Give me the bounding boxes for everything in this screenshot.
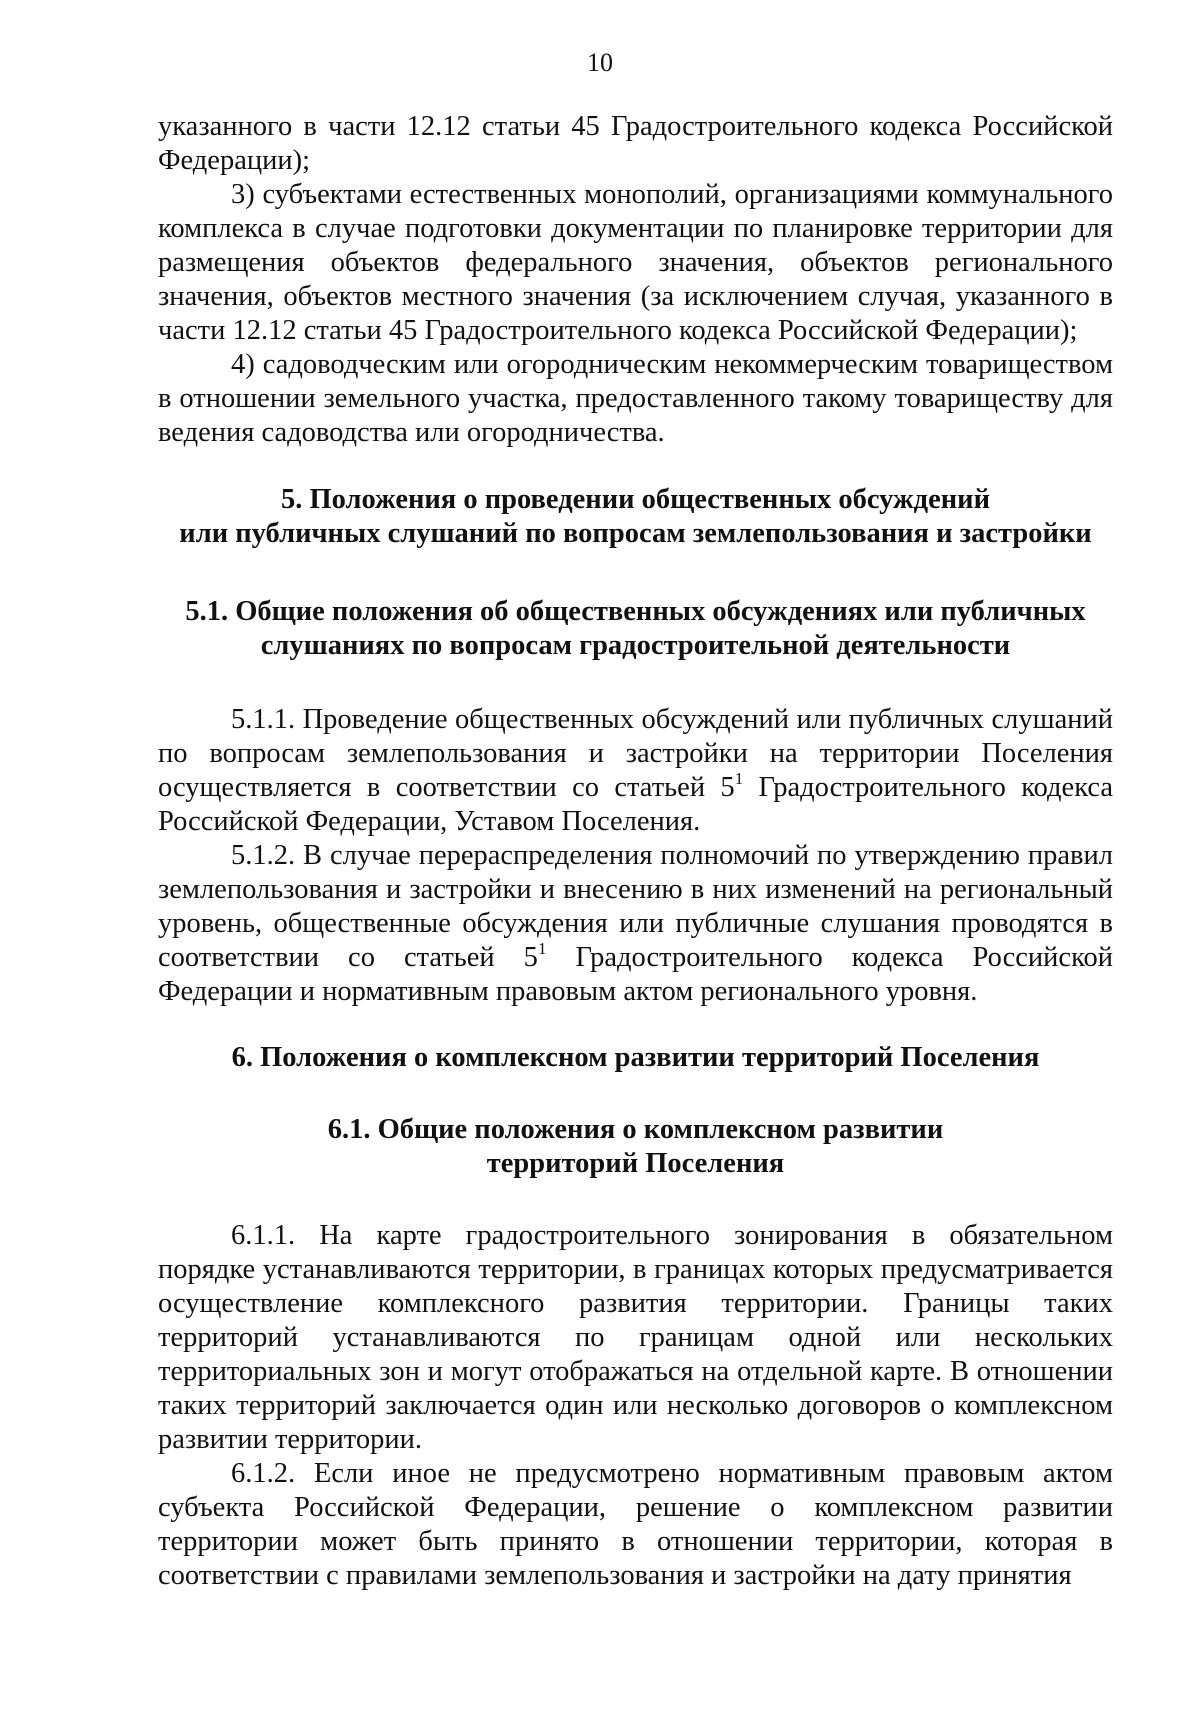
page-number: 10: [587, 48, 613, 77]
document-body: [158, 110, 1113, 1593]
paragraph-5-1-2: [158, 839, 1113, 1009]
paragraph-5-1-2-text-b: Градостроительного кодекса Российской Федерации и нормативным правовым актом регионального уровня.: [158, 942, 1113, 1007]
paragraph-5-1-1-text-a: 5.1.1. Проведение общественных обсуждений или публичных слушаний по вопросам землепользования и застройки на территории Поселения осуществляется в соответствии со статьей 5: [158, 704, 1113, 803]
section-6-heading: 6. Положения о комплексном развитии территорий Поселения: [231, 1042, 1040, 1073]
section-5-heading-line-2: или публичных слушаний по вопросам землепользования и застройки: [179, 518, 1092, 549]
subsection-6-1-heading-line-1: 6.1. Общие положения о комплексном развитии: [327, 1114, 944, 1145]
paragraph-5-1-1-text-b: Градостроительного кодекса Российской Федерации, Уставом Поселения.: [158, 772, 1113, 837]
paragraph-6-1-1: 6.1.1. На карте градостроительного зонирования в обязательном порядке устанавливаются территории, в границах которых предусматривается осуществление комплексного развития территории. Границы таких территорий устанавливаются по границам одной или нескольких территориальных зон и могут отображаться на отдельной карте. В отношении таких территорий заключается один или несколько договоров о комплексном развитии территории.: [158, 1220, 1113, 1455]
subsection-5-1-heading-line-2: слушаниях по вопросам градостроительной деятельности: [260, 630, 1011, 661]
subsection-6-1-heading-line-2: территорий Поселения: [486, 1148, 785, 1179]
paragraph-6-1-2: 6.1.2. Если иное не предусмотрено нормативным правовым актом субъекта Российской Федерации, решение о комплексном развитии территории может быть принято в отношении территории, которая в соответствии с правилами землепользования и застройки на дату принятия: [158, 1458, 1113, 1591]
paragraph-5-1-1-superscript: 1: [734, 769, 744, 788]
paragraph-5-1-2-text-a: 5.1.2. В случае перераспределения полномочий по утверждению правил землепользования и застройки и внесению в них изменений на региональный уровень, общественные обсуждения или публичные слушания проводятся в соответствии со статьей 5: [158, 840, 1113, 973]
section-5-heading: [158, 483, 1113, 551]
list-item-3: 3) субъектами естественных монополий, организациями коммунального комплекса в случае подготовки документации по планировке территории для размещения объектов федерального значения, объектов регионального значения, объектов местного значения (за исключением случая, указанного в части 12.12 статьи 45 Градостроительного кодекса Российской Федерации);: [158, 179, 1113, 346]
paragraph-5-1-2-superscript: 1: [537, 939, 547, 958]
subsection-6-1-heading: [158, 1113, 1113, 1181]
section-5-heading-line-1: 5. Положения о проведении общественных обсуждений: [280, 484, 991, 515]
subsection-5-1-heading-line-1: 5.1. Общие положения об общественных обсуждениях или публичных: [185, 596, 1086, 627]
continuation-paragraph: указанного в части 12.12 статьи 45 Градостроительного кодекса Российской Федерации);: [158, 111, 1113, 176]
paragraph-5-1-1: [158, 703, 1113, 839]
subsection-5-1-heading: [158, 595, 1113, 663]
list-item-4: 4) садоводческим или огородническим некоммерческим товариществом в отношении земельного участка, предоставленного такому товариществу для ведения садоводства или огородничества.: [158, 349, 1113, 448]
